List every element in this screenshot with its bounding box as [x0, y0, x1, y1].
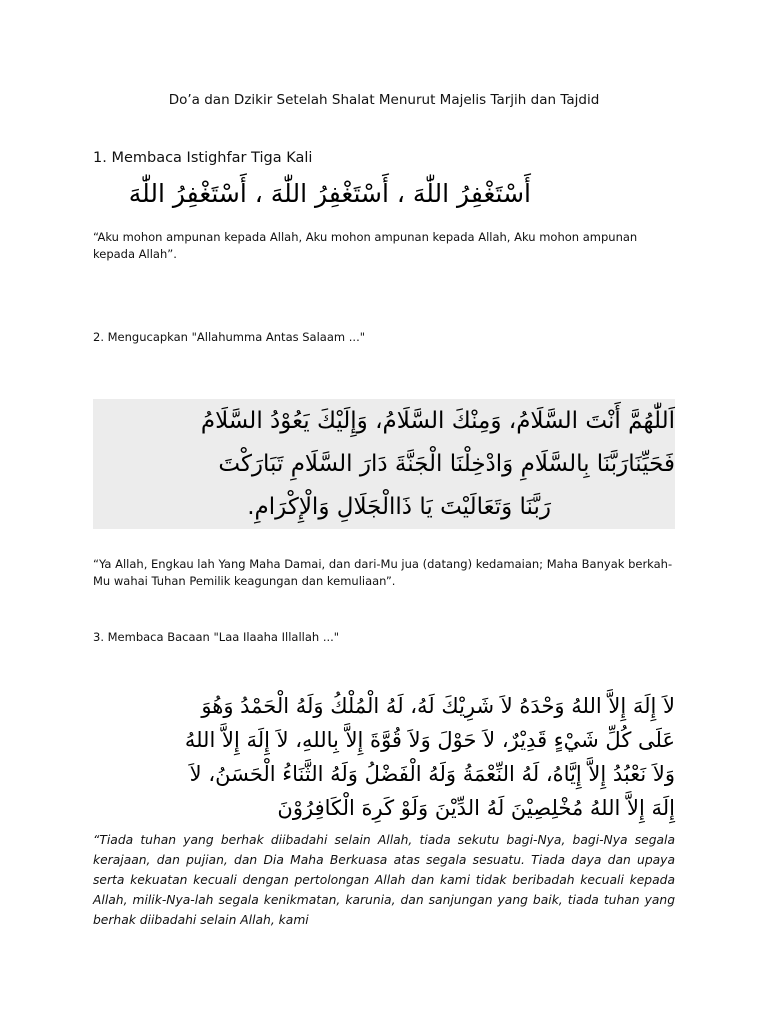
section-3-arabic-line-1: لاَ إِلَهَ إِلاَّ اللهُ وَحْدَهُ لاَ شَرِيْكَ لَهُ، لَهُ الْمُلْكُ وَلَهُ الْحَمْدُ وَهُوَ	[201, 694, 675, 718]
section-2-translation: “Ya Allah, Engkau lah Yang Maha Damai, dan dari-Mu jua (datang) kedamaian; Maha Banyak berkah-Mu wahai Tuhan Pemilik keagungan dan kemuliaan”.	[93, 557, 673, 588]
section-2-arabic-line-2: فَحَيِّنَارَبَّنَا بِالسَّلَامِ وَادْخِلْنَا الْجَنَّةَ دَارَ السَّلَامِ تَبَارَكْتَ	[218, 451, 675, 477]
section-3-translation: “Tiada tuhan yang berhak diibadahi selain Allah, tiada sekutu bagi-Nya, bagi-Nya segala kerajaan, dan pujian, dan Dia Maha Berkuasa atas segala sesuatu. Tiada daya dan upaya serta kekuatan kecuali dengan pertolongan Allah dan kami tidak beribadah kecuali kepada Allah, milik-Nya-lah segala kenikmatan, karunia, dan sanjungan yang baik, tiada tuhan yang berhak diibadahi selain Allah, kami	[93, 833, 675, 927]
section-3-arabic-line-3: وَلاَ نَعْبُدُ إِلاَّ إِيَّاهُ، لَهُ النِّعْمَةُ وَلَهُ الْفَضْلُ وَلَهُ الثَّنَاءُ الْحَسَنُ، لاَ	[189, 762, 675, 786]
section-1-translation: “Aku mohon ampunan kepada Allah, Aku mohon ampunan kepada Allah, Aku mohon ampunan kepada Allah”.	[93, 230, 638, 261]
section-1-arabic: أَسْتَغْفِرُ اللّٰهَ ، أَسْتَغْفِرُ اللّٰهَ ، أَسْتَغْفِرُ اللّٰهَ	[128, 179, 531, 208]
section-3-arabic-line-2: عَلَى كُلِّ شَيْءٍ قَدِيْرٌ، لاَ حَوْلَ وَلاَ قُوَّةَ إِلاَّ بِاللهِ، لاَ إِلَهَ إِلاَّ اللهُ	[184, 728, 675, 752]
section-2-arabic-line-1: اَللّٰهُمَّ أَنْتَ السَّلَامُ، وَمِنْكَ السَّلَامُ، وَإِلَيْكَ يَعُوْدُ السَّلَامُ	[200, 408, 675, 434]
document-title: Do’a dan Dzikir Setelah Shalat Menurut Majelis Tarjih dan Tajdid	[168, 92, 600, 108]
section-2-heading: 2. Mengucapkan "Allahumma Antas Salaam ..."	[93, 330, 366, 344]
section-3-heading: 3. Membaca Bacaan "Laa Ilaaha Illallah ..."	[93, 630, 340, 644]
section-2-arabic-line-3: رَبَّنَا وَتَعَالَيْتَ يَا ذَاالْجَلَالِ وَالْإِكْرَامِ.	[247, 494, 551, 520]
section-3-arabic-line-4: إِلَهَ إِلاَّ اللهُ مُخْلِصِيْنَ لَهُ الدِّيْنَ وَلَوْ كَرِهَ الْكَافِرُوْنَ	[277, 796, 675, 820]
section-1-heading: 1. Membaca Istighfar Tiga Kali	[93, 150, 313, 166]
